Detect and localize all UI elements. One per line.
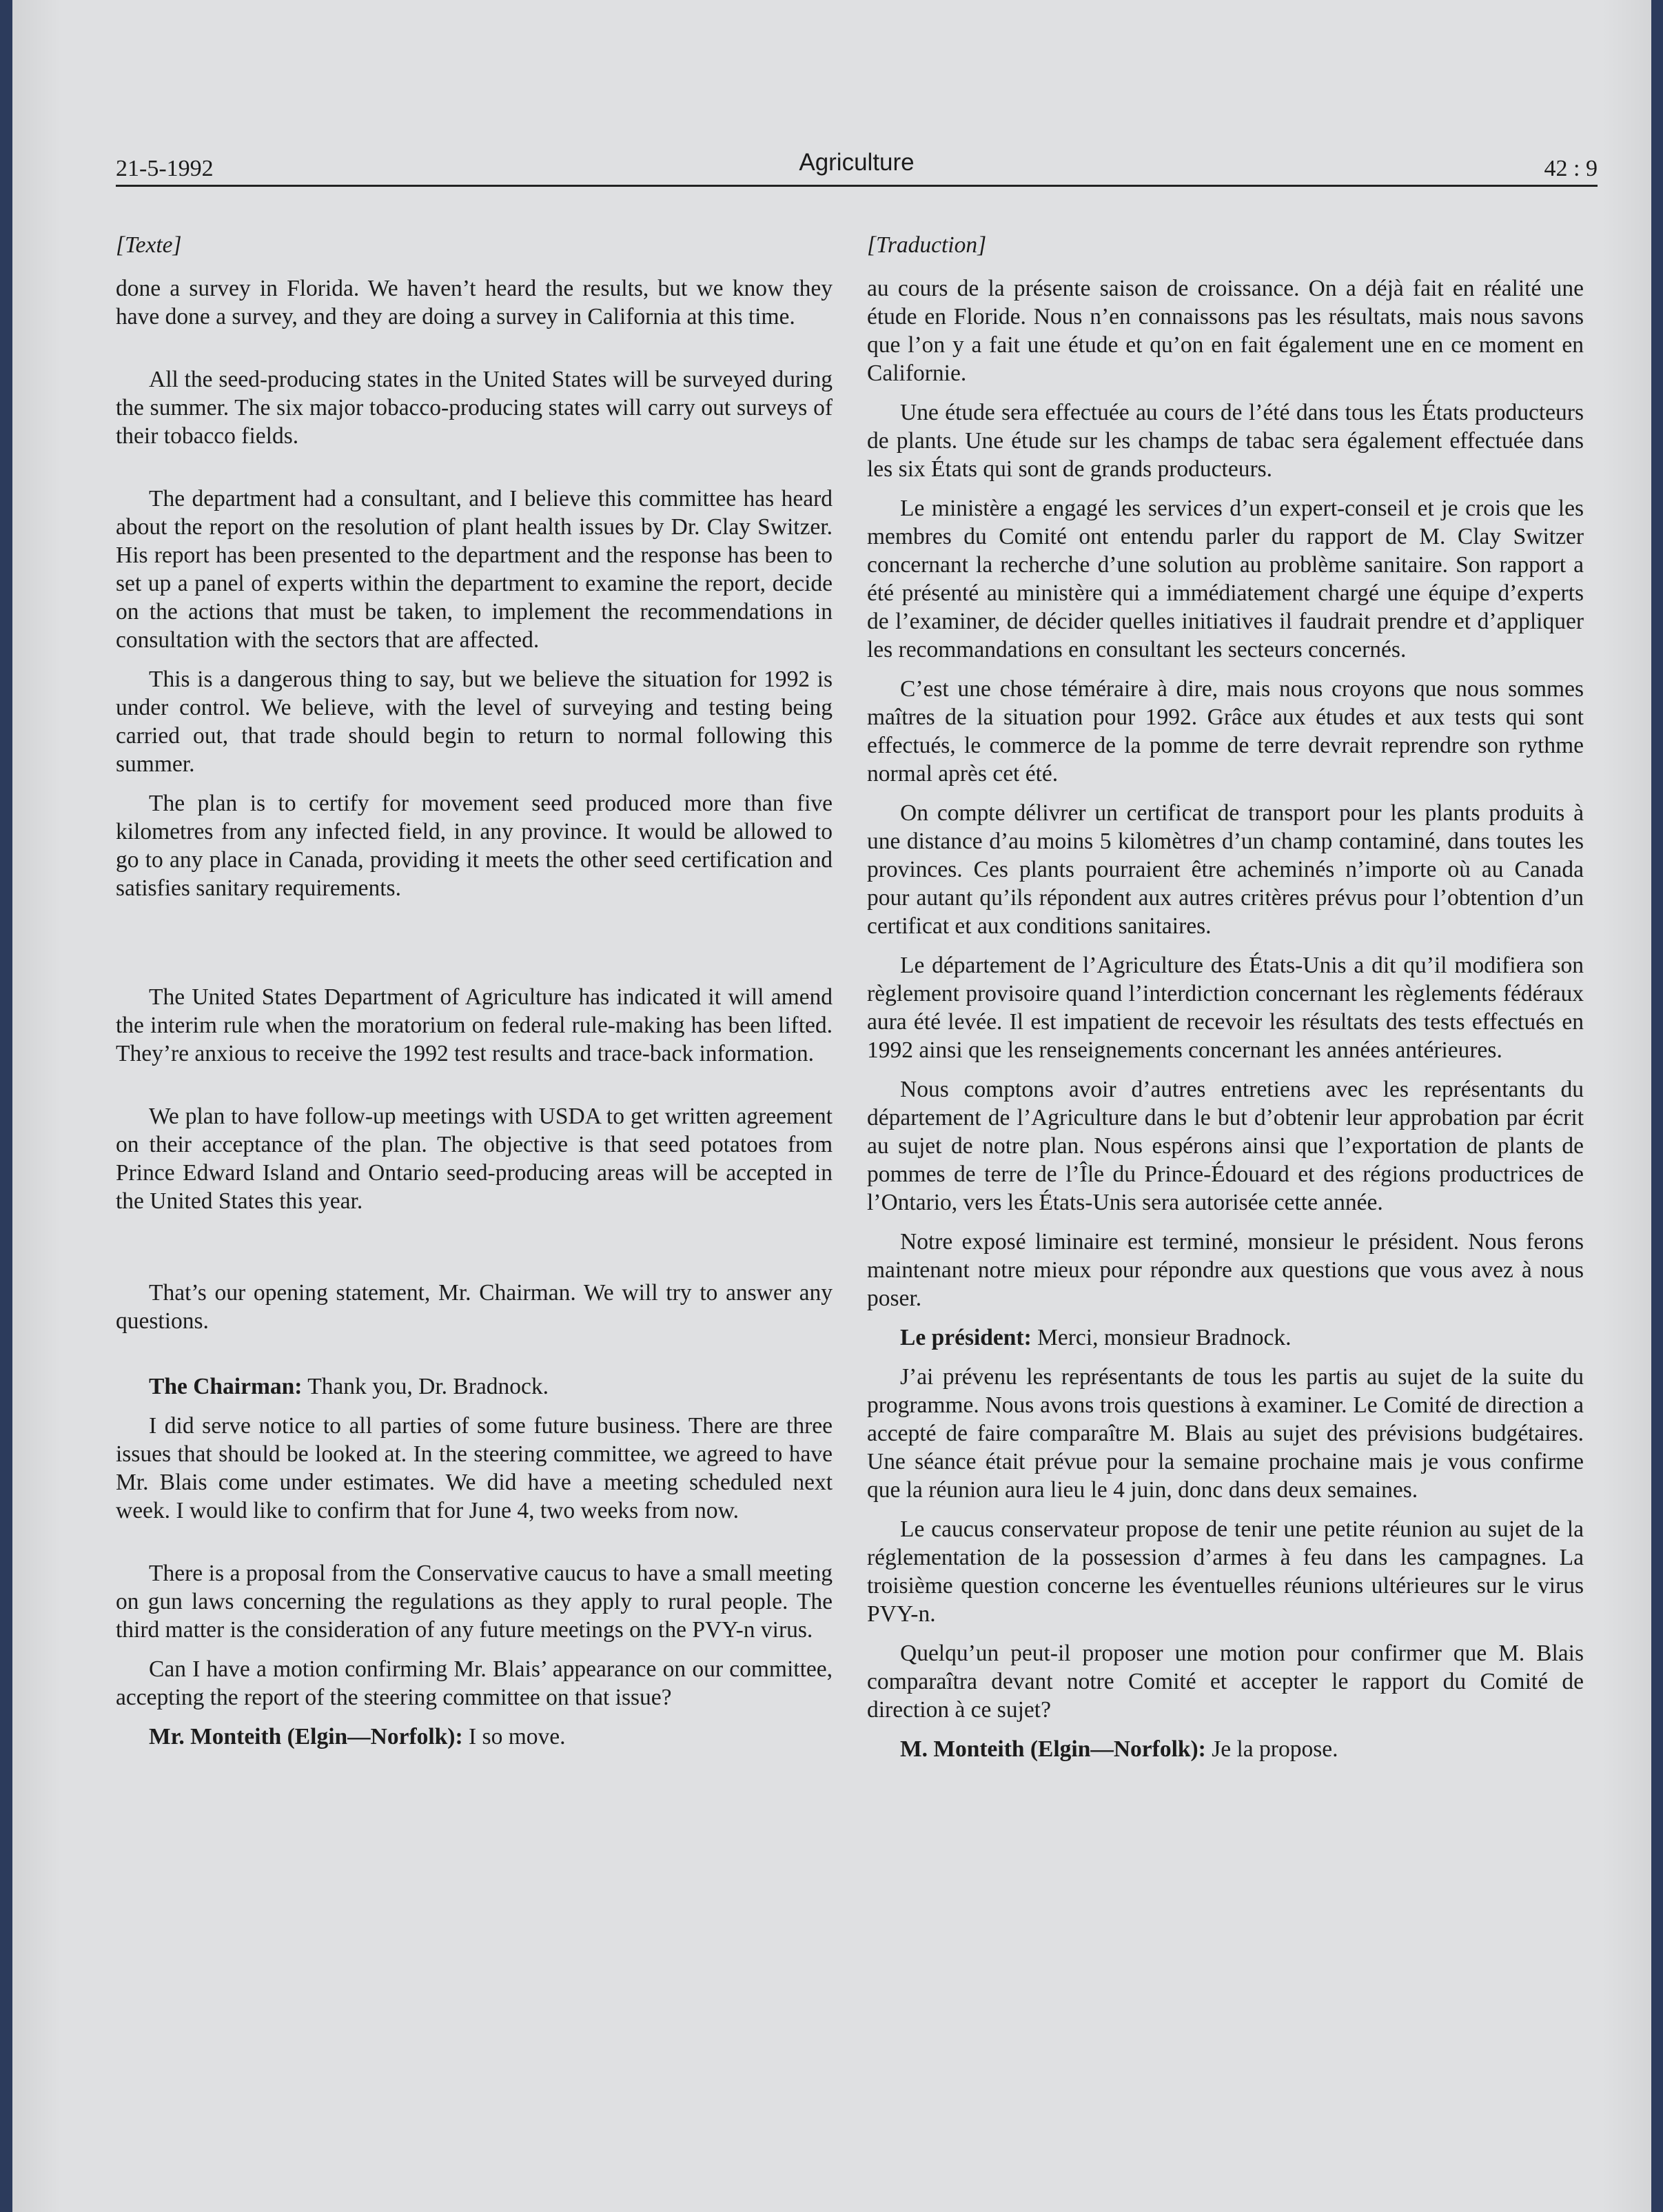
paragraph: Nous comptons avoir d’autres entretiens avec les représentants du département de l’Agriculture dans le but d’obtenir leur approbation par écrit au sujet de notre plan. Nous espérons ainsi que l’exportation de plants de pommes de terre de l’Île du Prince-Édouard et des régions productrices de l’Ontario, vers les États-Unis sera autorisée cette année. xyxy=(867,1077,1584,1215)
english-column xyxy=(116,231,833,1751)
speaker-name: The Chairman: xyxy=(149,1374,303,1399)
header-rule xyxy=(116,185,1598,187)
speaker-text: Thank you, Dr. Bradnock. xyxy=(302,1374,549,1399)
speaker-text: Merci, monsieur Bradnock. xyxy=(1031,1325,1292,1350)
speaker-paragraph xyxy=(867,1735,1584,1763)
speaker-text: I so move. xyxy=(462,1724,566,1749)
paragraph: The United States Department of Agriculture has indicated it will amend the interim rule when the moratorium on federal rule-making has been lifted. They’re anxious to receive the 1992 test results and trace-back information. xyxy=(116,984,833,1066)
speaker-name: Mr. Monteith (Elgin—Norfolk): xyxy=(149,1724,463,1749)
speaker-name: M. Monteith (Elgin—Norfolk): xyxy=(900,1736,1206,1762)
column-language-tag: [Texte] xyxy=(116,232,182,258)
paragraph: Quelqu’un peut-il proposer une motion pour confirmer que M. Blais comparaîtra devant notre Comité et accepter le rapport du Comité de direction à ce sujet? xyxy=(867,1641,1584,1723)
header-page-number: 42 : 9 xyxy=(1544,156,1598,181)
paragraph: Notre exposé liminaire est terminé, monsieur le président. Nous ferons maintenant notre mieux pour répondre aux questions que vous avez à nous poser. xyxy=(867,1229,1584,1311)
paragraph: There is a proposal from the Conservative caucus to have a small meeting on gun laws concerning the regulations as they apply to rural people. The third matter is the consideration of any future meetings on the PVY-n virus. xyxy=(116,1561,833,1643)
paragraph: Le département de l’Agriculture des États-Unis a dit qu’il modifiera son règlement provisoire quand l’interdiction concernant les règlements fédéraux aura été levée. Il est impatient de recevoir les résultats des tests effectués en 1992 ainsi que les renseignements concernant les années antérieures. xyxy=(867,953,1584,1063)
paragraph: C’est une chose téméraire à dire, mais nous croyons que nous sommes maîtres de la situation pour 1992. Grâce aux études et aux tests qui sont effectués, le commerce de la pomme de terre devrait reprendre son rythme normal après cet été. xyxy=(867,676,1584,787)
paragraph: Le ministère a engagé les services d’un expert-conseil et je crois que les membres du Comité ont entendu parler du rapport de M. Clay Switzer concernant la recherche d’une solution au problème sanitaire. Son rapport a été présenté au ministère qui a immédiatement chargé une équipe d’experts de l’examiner, de décider quelles initiatives il faudrait prendre et d’appliquer les recommandations en consultant les secteurs concernés. xyxy=(867,496,1584,662)
speaker-text: Je la propose. xyxy=(1205,1736,1338,1762)
speaker-name: Le président: xyxy=(900,1325,1032,1350)
header-date: 21-5-1992 xyxy=(116,156,214,181)
paragraph: I did serve notice to all parties of some future business. There are three issues that should be looked at. In the steering committee, we agreed to have Mr. Blais come under estimates. We did have a meeting scheduled next week. I would like to confirm that for June 4, two weeks from now. xyxy=(116,1413,833,1523)
page-header xyxy=(116,145,1598,186)
paragraph: On compte délivrer un certificat de transport pour les plants produits à une distance d’au moins 5 kilomètres d’un champ contaminé, dans toutes les provinces. Ces plants pourraient être acheminés n’importe où au Canada pour autant qu’ils répondent aux autres critères prévus pour l’obtention d’un certificat et aux conditions sanitaires. xyxy=(867,800,1584,939)
speaker-paragraph xyxy=(116,1723,833,1751)
document-page xyxy=(12,0,1651,2212)
paragraph: The department had a consultant, and I believe this committee has heard about the report on the resolution of plant health issues by Dr. Clay Switzer. His report has been presented to the department and the response has been to set up a panel of experts within the department to examine the report, decide on the actions that must be taken, to implement the recommendations in consultation with the sectors that are affected. xyxy=(116,486,833,653)
paragraph: All the seed-producing states in the United States will be surveyed during the summer. The six major tobacco-producing states will carry out surveys of their tobacco fields. xyxy=(116,367,833,449)
paragraph: Can I have a motion confirming Mr. Blais’ appearance on our committee, accepting the report of the steering committee on that issue? xyxy=(116,1656,833,1710)
paragraph: Le caucus conservateur propose de tenir une petite réunion au sujet de la réglementation de la possession d’armes à feu dans les campagnes. La troisième question concerne les éventuelles réunions ultérieures sur le virus PVY-n. xyxy=(867,1516,1584,1627)
speaker-paragraph xyxy=(867,1323,1584,1352)
paragraph: This is a dangerous thing to say, but we believe the situation for 1992 is under control. We believe, with the level of surveying and testing being carried out, that trade should begin to return to normal following this summer. xyxy=(116,667,833,777)
header-section-title: Agriculture xyxy=(799,149,915,176)
speaker-paragraph xyxy=(116,1372,833,1401)
paragraph: That’s our opening statement, Mr. Chairman. We will try to answer any questions. xyxy=(116,1280,833,1334)
paragraph: We plan to have follow-up meetings with USDA to get written agreement on their acceptance of the plan. The objective is that seed potatoes from Prince Edward Island and Ontario seed-producing areas will be accepted in the United States this year. xyxy=(116,1104,833,1214)
column-language-tag: [Traduction] xyxy=(867,232,987,258)
paragraph: The plan is to certify for movement seed produced more than five kilometres from any infected field, in any province. It would be allowed to go to any place in Canada, providing it meets the other seed certification and satisfies sanitary requirements. xyxy=(116,791,833,901)
paragraph: J’ai prévenu les représentants de tous les partis au sujet de la suite du programme. Nous avons trois questions à examiner. Le Comité de direction a accepté de faire comparaître M. Blais au sujet des prévisions budgétaires. Une séance était prévue pour la semaine prochaine mais je vous confirme que la réunion aura lieu le 4 juin, donc dans deux semaines. xyxy=(867,1364,1584,1503)
french-column xyxy=(867,231,1584,1763)
paragraph: au cours de la présente saison de croissance. On a déjà fait en réalité une étude en Floride. Nous n’en connaissons pas les résultats, mais nous savons que l’on y a fait une étude et qu’on en fait également une en ce moment en Californie. xyxy=(867,276,1584,386)
paragraph: done a survey in Florida. We haven’t heard the results, but we know they have done a survey, and they are doing a survey in California at this time. xyxy=(116,276,833,329)
paragraph: Une étude sera effectuée au cours de l’été dans tous les États producteurs de plants. Une étude sur les champs de tabac sera également effectuée dans les six États qui sont de grands producteurs. xyxy=(867,400,1584,482)
